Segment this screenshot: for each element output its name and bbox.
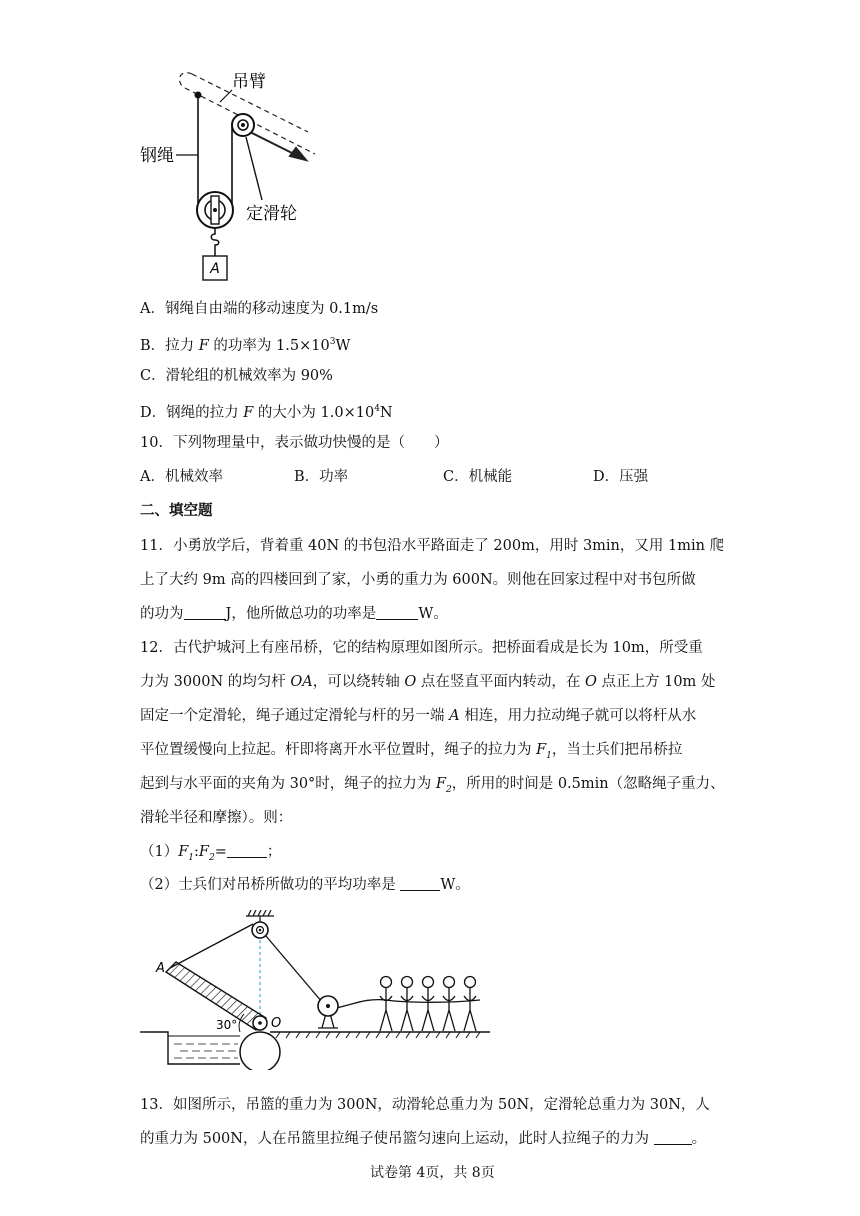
- fixed-pulley-icon: [232, 114, 254, 136]
- q11-blank-work[interactable]: [184, 605, 226, 620]
- drawbridge-figure: [140, 910, 500, 1070]
- label-a: A: [156, 961, 165, 976]
- q10-option-a[interactable]: A．机械效率: [140, 469, 223, 485]
- q9-option-b[interactable]: B．拉力 F 的功率为 $1.5\times 10^3W$: [140, 337, 351, 354]
- arm-leader-line: [220, 90, 232, 102]
- load-label: A: [210, 261, 220, 277]
- q10-option-d[interactable]: D．压强: [593, 469, 649, 485]
- rope-label: 钢绳: [140, 146, 174, 166]
- pulley-leader-line: [246, 137, 262, 200]
- q10-option-b[interactable]: B．功率: [294, 469, 349, 485]
- hook-icon: [211, 228, 219, 256]
- ground-hatch: [276, 1032, 480, 1038]
- top-pulley-icon: [252, 922, 268, 938]
- steel-rope: [198, 95, 254, 210]
- crane-pulley-figure: [140, 62, 330, 287]
- q9-option-a[interactable]: A．钢绳自由端的移动速度为 0.1m/s: [140, 301, 379, 317]
- pivot-o-icon: [253, 1016, 267, 1030]
- section-title: 二、填空题: [140, 502, 213, 519]
- q12-line-6: 滑轮半径和摩擦）。则：: [140, 810, 293, 826]
- q9-option-d[interactable]: D．钢绳的拉力 F 的大小为 $1.0\times 10^4N$: [140, 404, 393, 421]
- label-angle: 30°: [216, 1018, 238, 1032]
- q12-line-2: 力为 3000N 的均匀杆 OA，可以绕转轴 O 点在竖直平面内转动，在 O 点正上方 10m 处: [140, 674, 716, 690]
- q11-line-3: 的功为 J，他所做总功的功率是 W。: [140, 606, 448, 622]
- q10-stem: 10．下列物理量中，表示做功快慢的是（ ）: [140, 435, 449, 451]
- q11-line-2: 上了大约 9m 高的四楼回到了家，小勇的重力为 600N。则他在回家过程中对书包所做: [140, 572, 696, 588]
- q10-option-c[interactable]: C．机械能: [443, 469, 513, 485]
- q11-blank-power[interactable]: [376, 605, 418, 620]
- q13-line-2: 的重力为 500N，人在吊篮里拉绳子使吊篮匀速向上运动，此时人拉绳子的力为 。: [140, 1131, 707, 1147]
- q11-line-1: 11．小勇放学后，背着重 40N 的书包沿水平路面走了 200m，用时 3min，又用 1min 爬: [140, 538, 725, 554]
- water: [174, 1044, 238, 1058]
- page-footer: 试卷第 4页，共 8页: [370, 1165, 495, 1181]
- label-o: O: [271, 1016, 282, 1031]
- q13-blank-force[interactable]: [654, 1130, 692, 1145]
- ground-roller: [240, 1032, 280, 1070]
- q12-sub-1: $(1)F_1:F_2=$ ；: [140, 844, 282, 863]
- ground-pulley-icon: [318, 996, 338, 1028]
- q12-blank-ratio[interactable]: [227, 843, 267, 858]
- q9-option-c[interactable]: C．滑轮组的机械效率为 90%: [140, 368, 333, 384]
- arm-label: 吊臂: [232, 72, 266, 92]
- q12-sub-2: （2）士兵们对吊桥所做功的平均功率是 W。: [140, 877, 470, 893]
- river-bank: [140, 1032, 240, 1064]
- ceiling-mount: [246, 910, 274, 922]
- q12-blank-power[interactable]: [400, 876, 440, 891]
- q12-line-5: 起到与水平面的夹角为 30°时，绳子的拉力为 $F_2$，所用的时间是 0.5min（忽略绳子重力、: [140, 776, 725, 795]
- pulley-label: 定滑轮: [246, 204, 297, 224]
- q12-line-3: 固定一个定滑轮，绳子通过定滑轮与杆的另一端 A 相连，用力拉动绳子就可以将杆从水: [140, 708, 697, 724]
- q13-line-1: 13．如图所示，吊篮的重力为 300N，动滑轮总重力为 50N，定滑轮总重力为 30N，人: [140, 1097, 710, 1113]
- q12-line-1: 12．古代护城河上有座吊桥，它的结构原理如图所示。把桥面看成是长为 10m，所受重: [140, 640, 703, 656]
- soldiers: [380, 977, 476, 1032]
- q12-line-4: 平位置缓慢向上拉起。杆即将离开水平位置时，绳子的拉力为 $F_1$，当士兵们把吊桥拉: [140, 742, 683, 761]
- movable-pulley-icon: [197, 192, 233, 228]
